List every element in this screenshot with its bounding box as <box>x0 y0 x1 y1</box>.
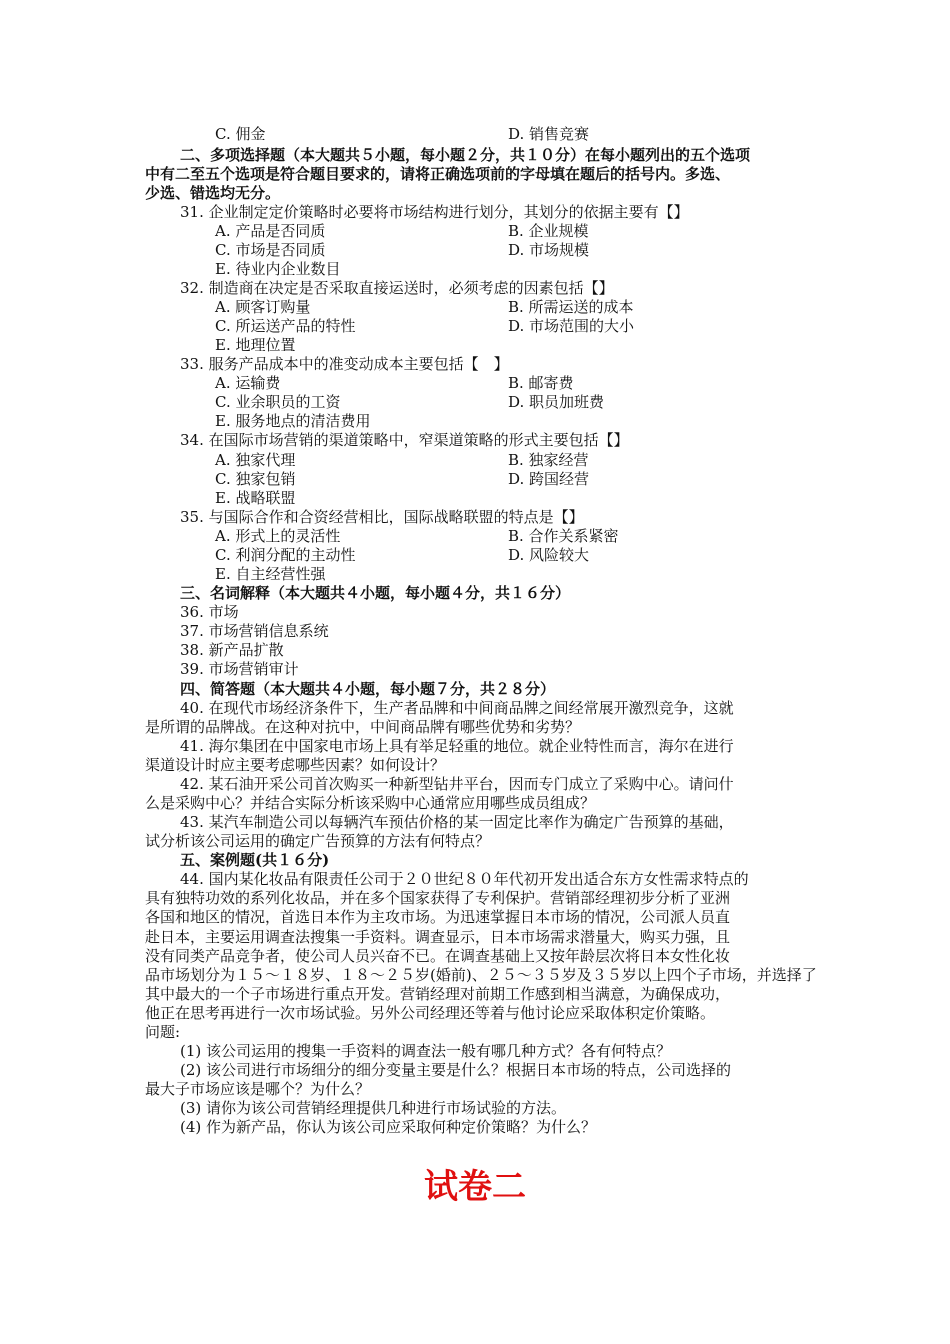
q32-option-c: C. 所运送产品的特性 <box>215 317 356 335</box>
question-44-line7: 其中最大的一个子市场进行重点开发。营销经理对前期工作感到相当满意，为确保成功， <box>145 985 731 1003</box>
question-44-line2: 具有独特功效的系列化妆品，并在多个国家获得了专利保护。营销部经理初步分析了亚洲 <box>145 889 731 907</box>
q34-option-a: A. 独家代理 <box>215 451 296 469</box>
q35-option-a: A. 形式上的灵活性 <box>215 527 341 545</box>
question-44-line5: 没有同类产品竞争者，使公司人员兴奋不已。在调查基础上又按年龄层次将日本女性化妆 <box>145 947 731 965</box>
q33-option-a: A. 运输费 <box>215 374 281 392</box>
q31-option-a: A. 产品是否同质 <box>215 222 326 240</box>
section-2-heading-line1: 二、多项选择题（本大题共５小题，每小题２分，共１０分）在每小题列出的五个选项 <box>180 146 751 164</box>
q34-option-b: B. 独家经营 <box>508 451 589 469</box>
question-44-line3: 各国和地区的情况，首选日本作为主攻市场。为迅速掌握日本市场的情况，公司派人员直 <box>145 908 731 926</box>
question-32: 32. 制造商在决定是否采取直接运送时，必须考虑的因素包括【】 <box>180 279 614 297</box>
sub-question-2-line2: 最大子市场应该是哪个？为什么？ <box>145 1080 371 1098</box>
question-38: 38. 新产品扩散 <box>180 641 284 659</box>
q31-option-e: E. 待业内企业数目 <box>215 260 341 278</box>
sub-question-2-line1: (2) 该公司进行市场细分的细分变量主要是什么？根据日本市场的特点，公司选择的 <box>180 1061 732 1079</box>
q31-option-d: D. 市场规模 <box>508 241 590 259</box>
sub-question-4: (4) 作为新产品，你认为该公司应采取何种定价策略？为什么？ <box>180 1118 597 1136</box>
q35-option-d: D. 风险较大 <box>508 546 590 564</box>
question-41-line2: 渠道设计时应主要考虑哪些因素？如何设计？ <box>145 756 446 774</box>
q33-option-b: B. 邮寄费 <box>508 374 574 392</box>
question-44-line4: 赴日本，主要运用调查法搜集一手资料。调查显示，日本市场需求潜量大，购买力强，且 <box>145 928 731 946</box>
question-44-line1: 44. 国内某化妆品有限责任公司于２０世纪８０年代初开发出适合东方女性需求特点的 <box>180 870 749 888</box>
q31-option-b: B. 企业规模 <box>508 222 589 240</box>
question-43-line1: 43. 某汽车制造公司以每辆汽车预估价格的某一固定比率作为确定广告预算的基础， <box>180 813 734 831</box>
option-c-q30: C. 佣金 <box>215 125 266 143</box>
question-33: 33. 服务产品成本中的准变动成本主要包括【 】 <box>180 355 509 373</box>
q33-option-d: D. 职员加班费 <box>508 393 605 411</box>
section-3-heading: 三、名词解释（本大题共４小题，每小题４分，共１６分） <box>180 584 571 602</box>
q32-option-a: A. 顾客订购量 <box>215 298 311 316</box>
q32-option-b: B. 所需运送的成本 <box>508 298 634 316</box>
section-2-heading-line2: 中有二至五个选项是符合题目要求的，请将正确选项前的字母填在题后的括号内。多选、 <box>145 165 731 183</box>
question-37: 37. 市场营销信息系统 <box>180 622 329 640</box>
q31-option-c: C. 市场是否同质 <box>215 241 326 259</box>
q33-option-c: C. 业余职员的工资 <box>215 393 341 411</box>
sub-question-3: (3) 请你为该公司营销经理提供几种进行市场试验的方法。 <box>180 1099 567 1117</box>
question-40-line2: 是所谓的品牌战。在这种对抗中，中间商品牌有哪些优势和劣势？ <box>145 718 581 736</box>
option-d-q30: D. 销售竞赛 <box>508 125 590 143</box>
question-43-line2: 试分析该公司运用的确定广告预算的方法有何特点？ <box>145 832 491 850</box>
section-2-heading-line3: 少选、错选均无分。 <box>145 184 281 202</box>
q34-option-e: E. 战略联盟 <box>215 489 296 507</box>
question-44-line8: 他正在思考再进行一次市场试验。另外公司经理还等着与他讨论应采取体积定价策略。 <box>145 1004 716 1022</box>
q35-option-b: B. 合作关系紧密 <box>508 527 619 545</box>
question-35: 35. 与国际合作和合资经营相比，国际战略联盟的特点是【】 <box>180 508 584 526</box>
question-42-line1: 42. 某石油开采公司首次购买一种新型钻井平台，因而专门成立了采购中心。请问什 <box>180 775 734 793</box>
question-40-line1: 40. 在现代市场经济条件下，生产者品牌和中间商品牌之间经常展开激烈竞争，这就 <box>180 699 734 717</box>
question-31: 31. 企业制定定价策略时必要将市场结构进行划分，其划分的依据主要有【】 <box>180 203 689 221</box>
sub-question-1: (1) 该公司运用的搜集一手资料的调查法一般有哪几种方式？各有何特点？ <box>180 1042 672 1060</box>
q35-option-e: E. 自主经营性强 <box>215 565 326 583</box>
q32-option-d: D. 市场范围的大小 <box>508 317 635 335</box>
question-36: 36. 市场 <box>180 603 239 621</box>
q33-option-e: E. 服务地点的清洁费用 <box>215 412 371 430</box>
section-5-heading: 五、案例题(共１６分) <box>180 851 330 869</box>
q34-option-c: C. 独家包销 <box>215 470 296 488</box>
q35-option-c: C. 利润分配的主动性 <box>215 546 356 564</box>
q34-option-d: D. 跨国经营 <box>508 470 590 488</box>
question-42-line2: 么是采购中心？并结合实际分析该采购中心通常应用哪些成员组成？ <box>145 794 596 812</box>
question-34: 34. 在国际市场营销的渠道策略中，窄渠道策略的形式主要包括【】 <box>180 431 629 449</box>
section-4-heading: 四、简答题（本大题共４小题，每小题７分，共２８分） <box>180 680 556 698</box>
paper-two-title: 试卷二 <box>424 1167 526 1207</box>
question-44-line6: 品市场划分为１５～１８岁、１８～２５岁(婚前)、２５～３５岁及３５岁以上四个子市场，并选择了 <box>145 966 817 984</box>
q32-option-e: E. 地理位置 <box>215 336 296 354</box>
question-39: 39. 市场营销审计 <box>180 660 299 678</box>
question-41-line1: 41. 海尔集团在中国家电市场上具有举足轻重的地位。就企业特性而言，海尔在进行 <box>180 737 734 755</box>
question-44-line9: 问题: <box>145 1023 181 1041</box>
